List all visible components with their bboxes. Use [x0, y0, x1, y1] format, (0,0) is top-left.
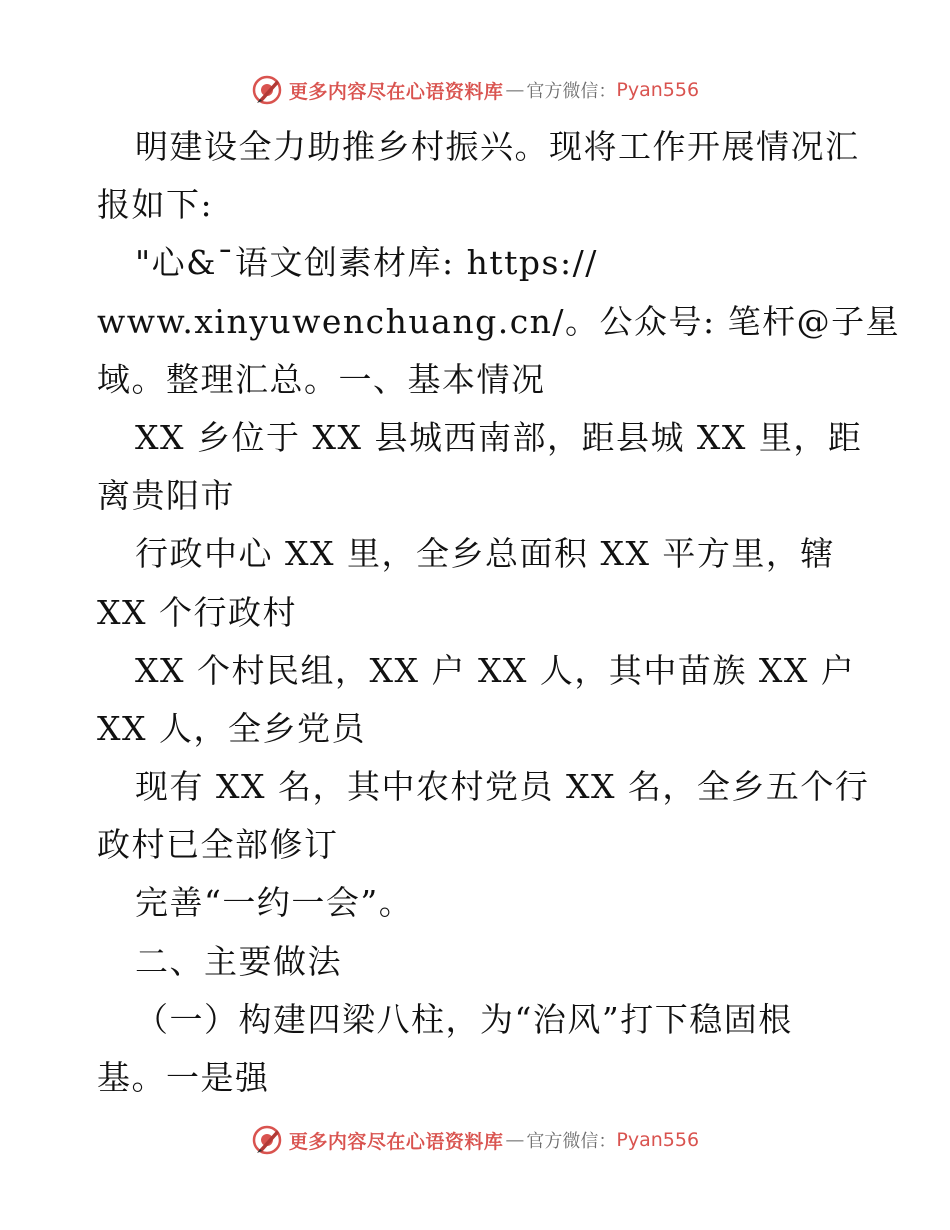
body-line: XX 乡位于 XX 县城西南部，距县城 XX 里，距	[135, 417, 863, 457]
body-line: 基。一是强	[97, 1058, 270, 1097]
body-line: 政村已全部修订	[97, 825, 339, 865]
section-heading: 二、主要做法	[135, 941, 342, 981]
footer-brand-text: 更多内容尽在心语资料库	[288, 1130, 504, 1153]
footer-wechat-id: Pyan556	[616, 1129, 700, 1151]
body-line: 完善“一约一会”。	[135, 883, 414, 923]
header-separator: —	[505, 79, 525, 101]
quill-circle-icon	[251, 1124, 283, 1156]
body-line: www.xinyuwenchuang.cn/。公众号: 笔杆@子星	[97, 301, 901, 341]
body-line: 明建设全力助推乡村振兴。现将工作开展情况汇	[135, 127, 860, 166]
quill-circle-icon	[251, 74, 283, 106]
header-brand-text: 更多内容尽在心语资料库	[288, 80, 504, 103]
body-line: 离贵阳市	[97, 476, 235, 516]
body-line: 现有 XX 名，其中农村党员 XX 名，全乡五个行	[135, 767, 870, 807]
body-line: XX 个行政村	[97, 592, 297, 632]
header-wechat-label: 官方微信：	[526, 81, 617, 102]
header-wechat-id: Pyan556	[616, 79, 700, 101]
footer-banner	[0, 1120, 950, 1160]
body-line: 报如下:	[97, 185, 214, 225]
body-line: （一）构建四梁八柱，为“治风”打下稳固根	[135, 999, 793, 1039]
body-line: XX 人，全乡党员	[97, 708, 366, 748]
footer-wechat-label: 官方微信：	[526, 1131, 617, 1152]
body-line: 行政中心 XX 里，全乡总面积 XX 平方里，辖	[135, 534, 835, 574]
document-body	[97, 118, 901, 1107]
body-line: "心&¯语文创素材库: https://	[135, 243, 598, 283]
header-banner	[0, 70, 950, 110]
body-line: XX 个村民组，XX 户 XX 人，其中苗族 XX 户	[135, 650, 856, 690]
body-line: 域。整理汇总。一、基本情况	[97, 359, 546, 399]
footer-separator: —	[505, 1129, 525, 1151]
